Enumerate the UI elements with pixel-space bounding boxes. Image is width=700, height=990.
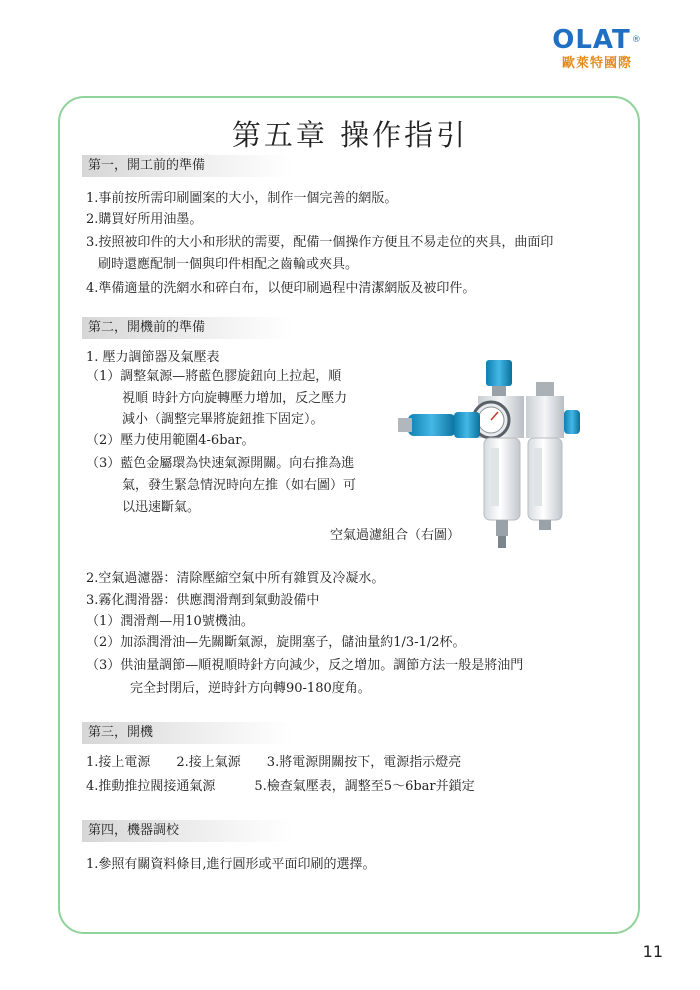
company-logo xyxy=(542,26,652,71)
s1-line-5: 4.準備適量的洗網水和碎白布，以便印刷過程中清潔網版及被印件。 xyxy=(86,281,476,296)
section-heading-1: 第一，開工前的準備 xyxy=(82,155,292,177)
page-title: 第五章 操作指引 xyxy=(231,118,469,152)
s2-line-6: （3）藍色金屬環為快速氣源開關。向右推為進 xyxy=(86,456,355,471)
s2-line-11: 3.霧化潤滑器：供應潤滑劑到氣動設備中 xyxy=(86,593,320,608)
s1-line-2: 2.購買好所用油墨。 xyxy=(86,212,203,227)
s2-line-5: （2）壓力使用範圍4-6bar。 xyxy=(86,433,255,448)
section-heading-2: 第二，開機前的準備 xyxy=(82,317,292,339)
s3-line-2: 4.推動推拉閥接通氣源 5.檢查氣壓表，調整至5～6bar并鎖定 xyxy=(86,779,475,794)
s3-line-1: 1.接上電源 2.接上氣源 3.將電源開關按下，電源指示燈亮 xyxy=(86,755,462,770)
s2-line-2: （1）調整氣源—將藍色膠旋鈕向上拉起，順 xyxy=(86,369,342,384)
logo-subtitle: 歐萊特國際 xyxy=(561,56,632,71)
s2-line-15: 完全封閉后，逆時針方向轉90-180度角。 xyxy=(130,681,371,696)
s2-line-8: 以迅速斷氣。 xyxy=(122,500,201,515)
air-filter-unit-image xyxy=(388,352,584,554)
s2-line-7: 氣，發生緊急情況時向左推（如右圖）可 xyxy=(122,478,357,493)
s1-line-1: 1.事前按所需印刷圖案的大小，制作一個完善的網版。 xyxy=(86,191,398,206)
s2-line-13: （2）加添潤滑油—先關斷氣源，旋開塞子，儲油量約1/3-1/2杯。 xyxy=(86,635,466,650)
s1-line-3: 3.按照被印件的大小和形狀的需要，配備一個操作方便且不易走位的夾具，曲面印 xyxy=(86,235,554,250)
page-number: 11 xyxy=(642,942,663,961)
s1-line-4: 刷時還應配制一個與印件相配之齒輪或夾具。 xyxy=(98,257,359,272)
section-heading-4: 第四，機器調校 xyxy=(82,820,292,842)
section-heading-3: 第三，開機 xyxy=(82,722,292,744)
s2-line-12: （1）潤滑劑—用10號機油。 xyxy=(86,614,254,629)
figure-caption: 空氣過濾組合（右圖） xyxy=(330,528,461,543)
logo-wordmark: OLAT® xyxy=(552,25,642,55)
s4-line-1: 1.參照有關資料條目,進行圓形或平面印刷的選擇。 xyxy=(86,857,376,872)
s2-line-14: （3）供油量調節—順視順時針方向減少，反之增加。調節方法一般是將油門 xyxy=(86,658,524,673)
s2-line-1: 1. 壓力調節器及氣壓表 xyxy=(86,350,220,365)
s2-line-10: 2.空氣過濾器：清除壓縮空氣中所有雜質及冷凝水。 xyxy=(86,571,385,586)
s2-line-3: 視順 時針方向旋轉壓力增加，反之壓力 xyxy=(122,391,348,406)
s2-line-4: 減小（調整完畢將旋鈕推下固定）。 xyxy=(122,412,324,427)
